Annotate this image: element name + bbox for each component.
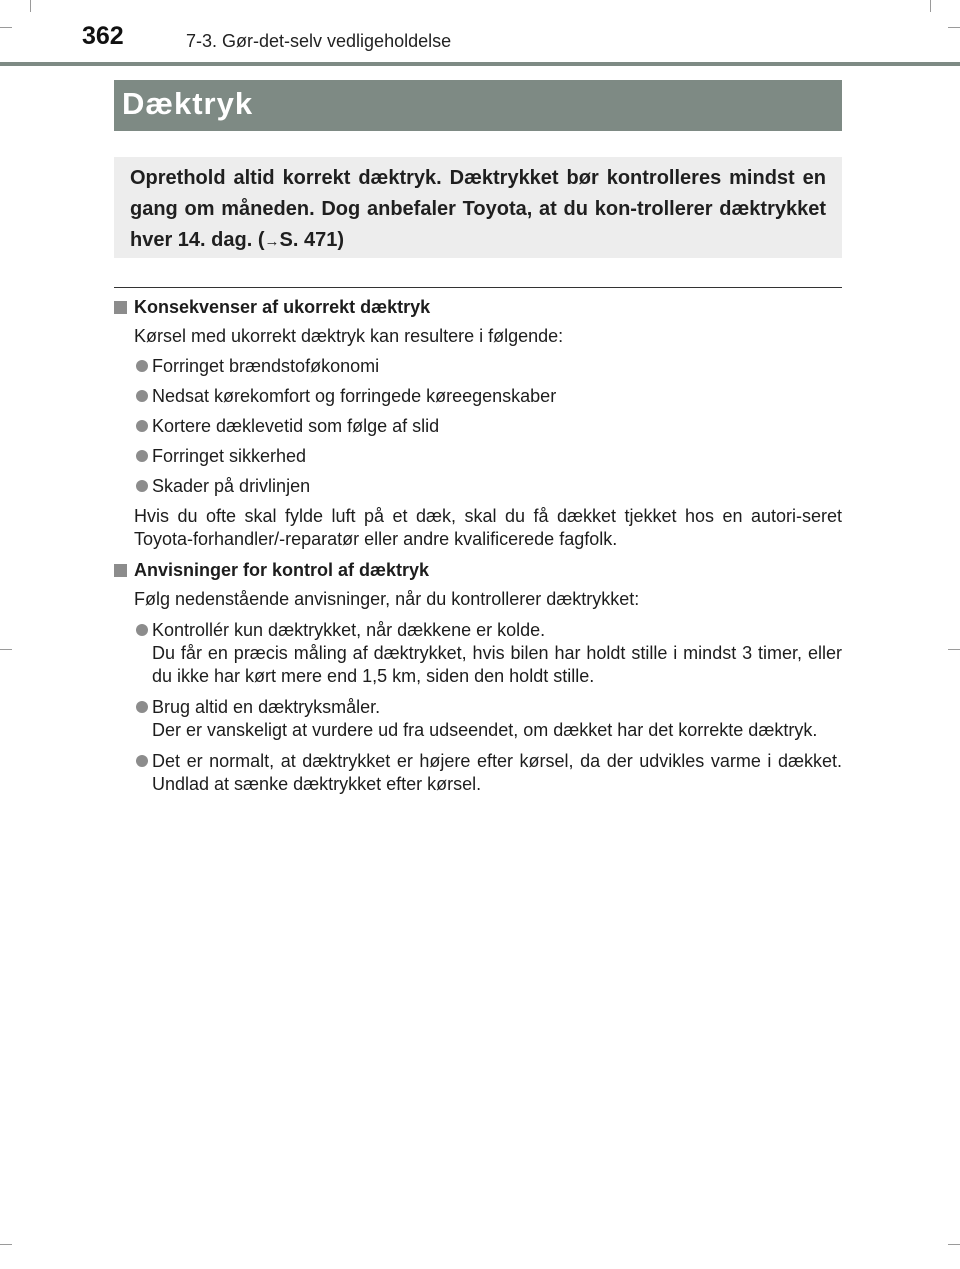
chapter-title: 7-3. Gør-det-selv vedligeholdelse [186, 31, 452, 51]
bullet-dot-icon [136, 701, 148, 713]
list-item-text: Kortere dæklevetid som følge af slid [152, 416, 440, 436]
intro-main: Oprethold altid korrekt dæktryk. Dæktrykket bør kontrolleres mindst en gang om måneden. Dog anbefaler Toyota, at du kon-trollerer dæktrykket hver 14. dag. ( [130, 167, 826, 251]
list-item-text: Brug altid en dæktryksmåler. [152, 697, 381, 717]
list-item-text: Nedsat kørekomfort og forringede køreegenskaber [152, 386, 557, 406]
list-item-detail: Der er vanskeligt at vurdere ud fra udseendet, om dækket har det korrekte dæktryk. [152, 720, 818, 740]
list-item-text: Skader på drivlinjen [152, 476, 311, 496]
bullet-dot-icon [136, 390, 148, 402]
list-item [114, 355, 842, 378]
section-title-bar [114, 80, 842, 131]
bullet-dot-icon [136, 450, 148, 462]
list-item [114, 445, 842, 468]
page-reference-link[interactable]: S. 471) [279, 229, 344, 251]
page-header [0, 0, 960, 66]
list-item [114, 750, 842, 796]
list-item-text: Kontrollér kun dæktrykket, når dækkene er kolde. [152, 620, 546, 640]
list-item-text: Forringet sikkerhed [152, 446, 307, 466]
reference-arrow-icon: → [264, 233, 280, 250]
header-rule [0, 62, 960, 66]
list-item [114, 475, 842, 498]
section-heading-text: Anvisninger for kontrol af dæktryk [134, 560, 430, 580]
crop-mark [948, 1244, 960, 1245]
bullet-dot-icon [136, 624, 148, 636]
bullet-dot-icon [136, 755, 148, 767]
bullet-dot-icon [136, 480, 148, 492]
intro-box [114, 157, 842, 258]
list-item [114, 696, 842, 742]
square-bullet-icon [114, 301, 127, 314]
section-lead: Kørsel med ukorrekt dæktryk kan resultere i følgende: [134, 326, 564, 346]
list-item [114, 619, 842, 688]
section-heading-text: Konsekvenser af ukorrekt dæktryk [134, 297, 431, 317]
list-item-detail: Du får en præcis måling af dæktrykket, hvis bilen har holdt stille i mindst 3 timer, eller du ikke har kørt mere end 1,5 km, siden den holdt stille. [152, 643, 842, 686]
list-item [114, 385, 842, 408]
page-number: 362 [82, 22, 124, 50]
crop-mark [0, 649, 12, 650]
crop-mark [0, 1244, 12, 1245]
section-title: Dæktryk [122, 86, 254, 121]
bullet-dot-icon [136, 360, 148, 372]
section-heading [114, 559, 842, 582]
section-lead: Følg nedenstående anvisninger, når du kontrollerer dæktrykket: [134, 589, 640, 609]
list-item-text: Forringet brændstoføkonomi [152, 356, 380, 376]
list-item-text: Det er normalt, at dæktrykket er højere efter kørsel, da der udvikles varme i dækket. Undlad at sænke dæktrykket efter kørsel. [152, 751, 842, 794]
crop-mark [948, 649, 960, 650]
intro-text [130, 163, 826, 257]
bullet-dot-icon [136, 420, 148, 432]
section-divider [114, 287, 842, 288]
list-item [114, 415, 842, 438]
square-bullet-icon [114, 564, 127, 577]
section-note: Hvis du ofte skal fylde luft på et dæk, skal du få dækket tjekket hos en autori-seret Toyota-forhandler/-reparatør eller andre kvalificerede fagfolk. [134, 506, 842, 549]
section-heading [114, 296, 842, 319]
main-content [114, 296, 842, 796]
